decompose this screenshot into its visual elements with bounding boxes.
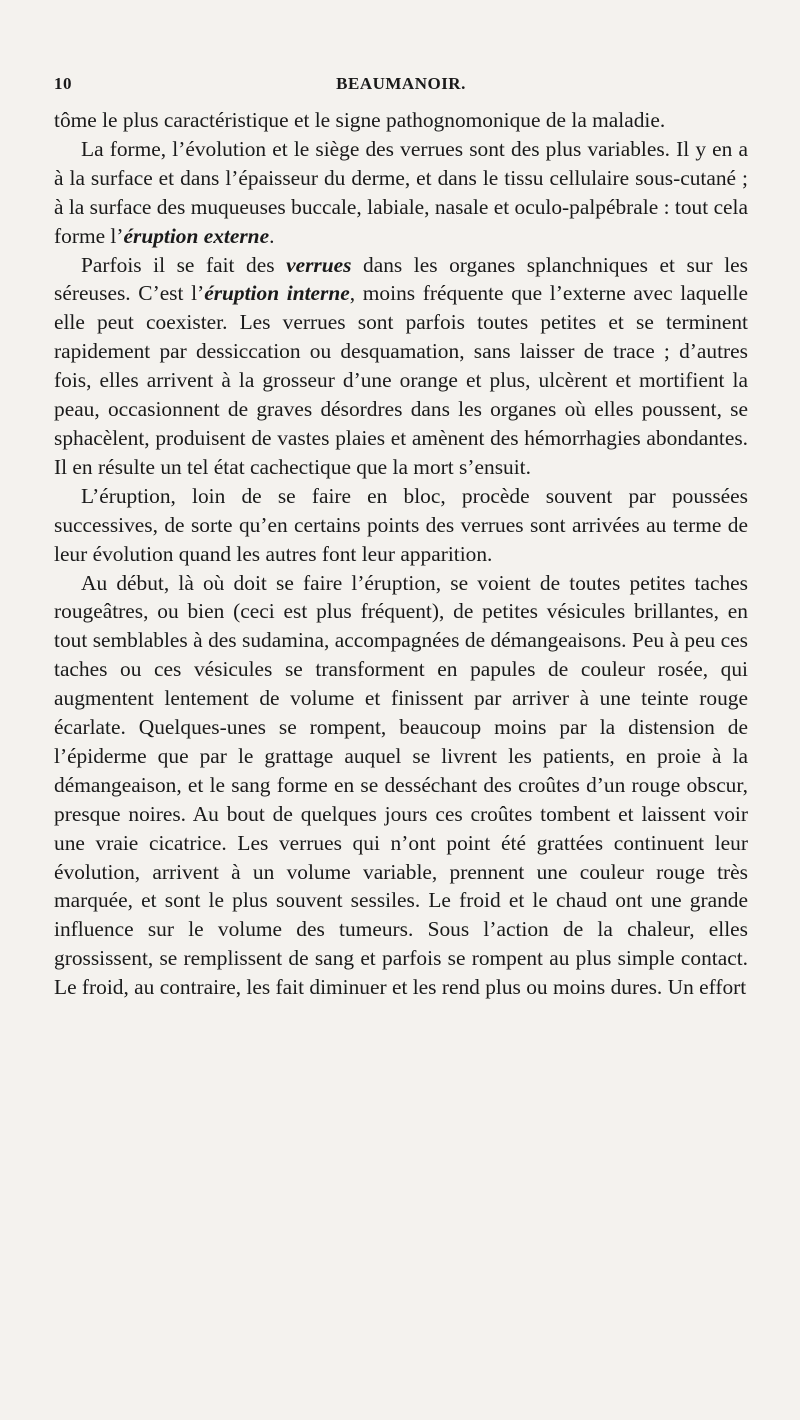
paragraph [54,482,748,569]
text-run: dans les organes splanchniques et sur les séreuses. C’est l’ [54,252,748,306]
page-number: 10 [54,74,72,93]
body-text [54,106,748,1002]
emphasized-text: verrues [286,252,352,277]
text-run: tôme le plus caractéristique et le signe pathognomonique de la maladie. [54,108,666,132]
page-header [54,60,748,98]
text-run: Parfois il se fait des [81,252,287,277]
text-run: L’éruption, loin de se faire en bloc, procède souvent par poussées successives, de sorte qu’en certains points des verrues sont arrivées au terme de leur évolution quand les autres font leur apparition. [54,483,748,566]
running-head: BEAUMANOIR. [336,74,466,93]
emphasized-text: éruption externe [123,223,270,248]
text-run: , moins fréquente que l’externe avec laquelle elle peut coexister. Les verrues sont parfois toutes petites et se terminent rapidement par dessiccation ou desquamation, sans laisser de trace ; d’autres fois, elles arrivent à la grosseur d’une orange et plus, ulcèrent et mortifient la peau, occasionnent de graves désordres dans les organes où elles poussent, se sphacèlent, produisent de vastes plaies et amènent des hémorrhagies abondantes. Il en résulte un tel état cachectique que la mort s’ensuit. [54,281,748,479]
text-run: Au début, là où doit se faire l’éruption, se voient de toutes petites taches rougeâtres, ou bien (ceci est plus fréquent), de petites vésicules brillantes, en tout semblables à des sudamina, accompagnées de démangeaisons. Peu à peu ces taches ou ces vésicules se transforment en papules de couleur rosée, qui augmentent lentement de volume et finissent par arriver à une teinte rouge écarlate. Quelques-unes se rompent, beaucoup moins par la distension de l’épiderme que par le grattage auquel se livrent les patients, en proie à la démangeaison, et le sang forme en se desséchant des croûtes d’un rouge obscur, presque noires. Au bout de quelques jours ces croûtes tombent et laissent voir une vraie cicatrice. Les verrues qui n’ont point été grattées continuent leur évolution, arrivent à un volume variable, prennent une couleur rouge très marquée, et sont le plus souvent sessiles. Le froid et le chaud ont une grande influence sur le volume des tumeurs. Sous l’action de la chaleur, elles grossissent, se remplissent de sang et parfois se rompent au plus simple contact. Le froid, au contraire, les fait diminuer et les rend plus ou moins dures. Un effort [54,570,748,1000]
emphasized-text: éruption interne [204,281,350,306]
text-run: La forme, l’évolution et le siège des verrues sont des plus variables. Il y en a à la surface et dans l’épaisseur du derme, et dans le tissu cellulaire sous-cutané ; à la surface des muqueuses buccale, labiale, nasale et oculo-palpébrale : tout cela forme l’ [54,136,748,248]
paragraph [54,251,748,482]
text-run: . [269,223,275,248]
paragraph [54,135,748,251]
paragraph [54,106,748,135]
paragraph [54,569,748,1003]
